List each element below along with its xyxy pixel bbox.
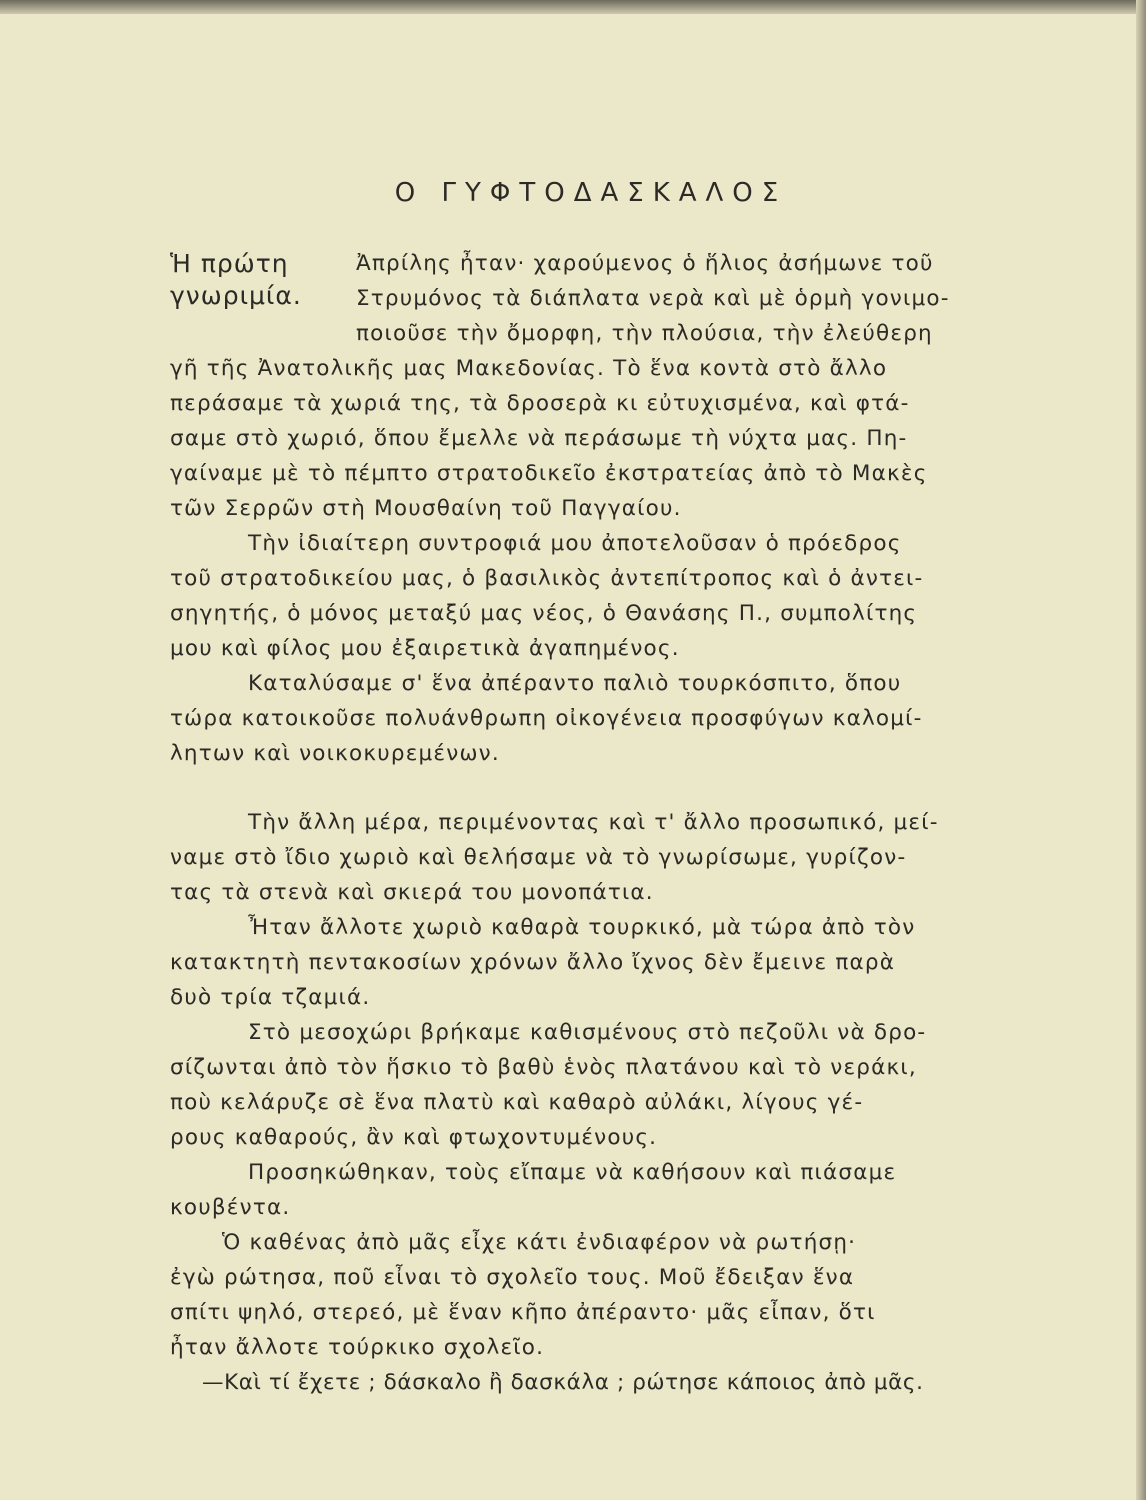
paragraph-line: ποὺ κελάρυζε σὲ ἕνα πλατὺ καὶ καθαρὸ αὐλάκι, λίγους γέ- (170, 1090, 864, 1115)
paragraph (170, 526, 1012, 666)
paragraph (170, 1155, 1012, 1225)
first-paragraph-block (170, 246, 1012, 351)
paragraph (170, 1225, 1012, 1365)
side-note-line: Ἡ πρώτη (170, 249, 289, 278)
paragraph-line: τώρα κατοικοῦσε πολυάνθρωπη οἰκογένεια προσφύγων καλομί- (170, 706, 923, 731)
paragraph-line: ναμε στὸ ἴδιο χωριὸ καὶ θελήσαμε νὰ τὸ γνωρίσωμε, γυρίζον- (170, 845, 907, 870)
paragraph-line: Ἀπρίλης ἦταν· χαρούμενος ὁ ἥλιος ἀσήμωνε τοῦ (356, 251, 934, 276)
paragraph-line: ποιοῦσε τὴν ὄμορφη, τὴν πλούσια, τὴν ἐλεύθερη (356, 321, 933, 346)
paragraph-line: κουβέντα. (170, 1195, 291, 1220)
paragraph-line: δυὸ τρία τζαμιά. (170, 985, 371, 1010)
paragraph (356, 246, 1012, 351)
paragraph (170, 1365, 1012, 1400)
paragraph-line: Προσηκώθηκαν, τοὺς εἴπαμε νὰ καθήσουν καὶ πιάσαμε (248, 1160, 897, 1185)
paragraph-line: ἦταν ἄλλοτε τούρκικο σχολεῖο. (170, 1335, 545, 1360)
paragraph-line: Ἦταν ἄλλοτε χωριὸ καθαρὰ τουρκικό, μὰ τώρα ἀπὸ τὸν (248, 915, 916, 940)
paragraph-line: Στρυμόνος τὰ διάπλατα νερὰ καὶ μὲ ὁρμὴ γονιμο- (356, 286, 950, 311)
section-gap (170, 771, 1012, 805)
paragraph-line: σπίτι ψηλό, στερεό, μὲ ἕναν κῆπο ἀπέραντο· μᾶς εἶπαν, ὅτι (170, 1300, 876, 1325)
side-note-line: γνωριμία. (170, 281, 302, 310)
paragraph-line: σαμε στὸ χωριό, ὅπου ἔμελλε νὰ περάσωμε τὴ νύχτα μας. Πη- (170, 426, 908, 451)
side-note (170, 248, 340, 312)
paragraph (170, 666, 1012, 771)
paragraph-line: Τὴν ἰδιαίτερη συντροφιά μου ἀποτελοῦσαν ὁ πρόεδρος (248, 531, 902, 556)
paragraph-line: Καταλύσαμε σ' ἕνα ἀπέραντο παλιὸ τουρκόσπιτο, ὅπου (248, 671, 902, 696)
paragraph-line: σίζωνται ἀπὸ τὸν ἥσκιο τὸ βαθὺ ἑνὸς πλατάνου καὶ τὸ νεράκι, (170, 1055, 917, 1080)
paragraph-line: σηγητής, ὁ μόνος μεταξύ μας νέος, ὁ Θανάσης Π., συμπολίτης (170, 601, 918, 626)
paragraph-continuation (170, 351, 1012, 526)
paragraph-line: τοῦ στρατοδικείου μας, ὁ βασιλικὸς ἀντεπίτροπος καὶ ὁ ἀντει- (170, 566, 924, 591)
page-right-edge (1136, 0, 1146, 1500)
paragraph-line: Στὸ μεσοχώρι βρήκαμε καθισμένους στὸ πεζοῦλι νὰ δρο- (248, 1020, 927, 1045)
paragraph-line: λητων καὶ νοικοκυρεμένων. (170, 741, 500, 766)
paragraph-line: ρους καθαρούς, ἂν καὶ φτωχοντυμένους. (170, 1125, 658, 1150)
paragraph-line: τας τὰ στενὰ καὶ σκιερά του μονοπάτια. (170, 880, 654, 905)
paragraph-line: ἐγὼ ρώτησα, ποῦ εἶναι τὸ σχολεῖο τους. Μοῦ ἔδειξαν ἕνα (170, 1265, 855, 1290)
paragraph-line: μου καὶ φίλος μου ἐξαιρετικὰ ἀγαπημένος. (170, 636, 680, 661)
paragraph-line: Τὴν ἄλλη μέρα, περιμένοντας καὶ τ' ἄλλο προσωπικό, μεί- (248, 810, 939, 835)
page-top-edge (0, 0, 1146, 14)
paragraph-line: περάσαμε τὰ χωριά της, τὰ δροσερὰ κι εὐτυχισμένα, καὶ φτά- (170, 391, 910, 416)
paragraph-line: γῆ τῆς Ἀνατολικῆς μας Μακεδονίας. Τὸ ἕνα κοντὰ στὸ ἄλλο (170, 356, 888, 381)
paragraph (170, 910, 1012, 1015)
paragraph-line: γαίναμε μὲ τὸ πέμπτο στρατοδικεῖο ἐκστρατείας ἀπὸ τὸ Μακὲς (170, 461, 928, 486)
paragraph-line: κατακτητὴ πεντακοσίων χρόνων ἄλλο ἴχνος δὲν ἔμεινε παρὰ (170, 950, 896, 975)
paragraph (170, 1015, 1012, 1155)
chapter-title: Ο ΓΥΦΤΟΔΑΣΚΑΛΟΣ (394, 178, 788, 208)
paragraph-line: —Καὶ τί ἔχετε ; δάσκαλο ἢ δασκάλα ; ρώτησε κάποιος ἀπὸ μᾶς. (202, 1370, 924, 1395)
paragraph-line: Ὁ καθένας ἀπὸ μᾶς εἶχε κάτι ἐνδιαφέρον νὰ ρωτήσῃ· (222, 1230, 857, 1255)
paragraph (170, 805, 1012, 910)
book-page (170, 178, 1012, 1400)
paragraph-line: τῶν Σερρῶν στὴ Μουσθαίνη τοῦ Παγγαίου. (170, 496, 682, 521)
